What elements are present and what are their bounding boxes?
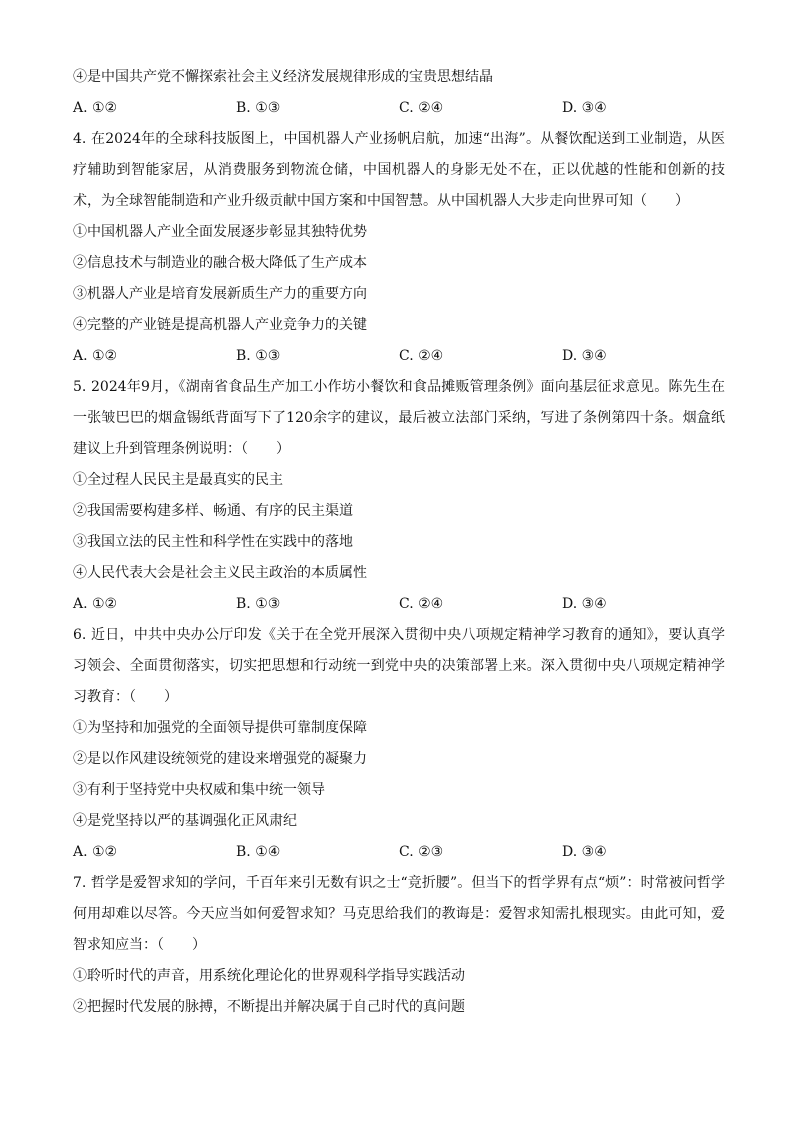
statement: ③机器人产业是培育发展新质生产力的重要方向 (73, 286, 367, 302)
options-row (73, 341, 725, 372)
option-c: C. ②④ (399, 596, 444, 612)
option-d: D. ③④ (562, 100, 607, 116)
option-a: A. ①② (73, 596, 118, 612)
option-a: A. ①② (73, 348, 118, 364)
statement: ①全过程人民民主是最真实的民主 (73, 472, 283, 488)
option-d: D. ③④ (562, 348, 607, 364)
question-4-stem: 4. 在2024年的全球科技版图上，中国机器人产业扬帆启航，加速“出海”。从餐饮配送到工业制造，从医疗辅助到智能家居，从消费服务到物流仓储，中国机器人的身影无处不在，正以优越的性能和创新的技术，为全球智能制造和产业升级贡献中国方案和中国智慧。从中国机器人大步走向世界可知（ ） (73, 131, 725, 209)
option-b: B. ①③ (236, 100, 281, 116)
option-b: B. ①③ (236, 348, 281, 364)
statement: ④是党坚持以严的基调强化正风肃纪 (73, 813, 297, 829)
option-d: D. ③④ (562, 844, 607, 860)
options-row (73, 837, 725, 868)
option-b: B. ①③ (236, 596, 281, 612)
statement: ②信息技术与制造业的融合极大降低了生产成本 (73, 255, 367, 271)
exam-content (73, 62, 725, 1023)
options-row (73, 589, 725, 620)
question-5-stem: 5. 2024年9月，《湖南省食品生产加工小作坊小餐饮和食品摊贩管理条例》面向基层征求意见。陈先生在一张皱巴巴的烟盒锡纸背面写下了120余字的建议，最后被立法部门采纳，写进了条例第四十条。烟盒纸建议上升到管理条例说明：（ ） (73, 379, 725, 457)
question-6-stem: 6. 近日，中共中央办公厅印发《关于在全党开展深入贯彻中央八项规定精神学习教育的通知》，要认真学习领会、全面贯彻落实，切实把思想和行动统一到党中央的决策部署上来。深入贯彻中央八项规定精神学习教育：（ ） (73, 627, 725, 705)
statement: ②我国需要构建多样、畅通、有序的民主渠道 (73, 503, 353, 519)
option-d: D. ③④ (562, 596, 607, 612)
option-b: B. ①④ (236, 844, 281, 860)
statement: ③有利于坚持党中央权威和集中统一领导 (73, 782, 325, 798)
options-row (73, 93, 725, 124)
statement: ②是以作风建设统领党的建设来增强党的凝聚力 (73, 751, 367, 767)
statement: ④人民代表大会是社会主义民主政治的本质属性 (73, 565, 367, 581)
statement: ④完整的产业链是提高机器人产业竞争力的关键 (73, 317, 367, 333)
option-a: A. ①② (73, 844, 118, 860)
question-7-stem: 7. 哲学是爱智求知的学问，千百年来引无数有识之士“竞折腰”。但当下的哲学界有点“烦”：时常被问哲学何用却难以尽答。今天应当如何爱智求知？马克思给我们的教诲是：爱智求知需扎根现实。由此可知，爱智求知应当：（ ） (73, 875, 725, 953)
option-c: C. ②④ (399, 100, 444, 116)
statement: ①为坚持和加强党的全面领导提供可靠制度保障 (73, 720, 367, 736)
statement: ④是中国共产党不懈探索社会主义经济发展规律形成的宝贵思想结晶 (73, 69, 493, 85)
option-c: C. ②③ (399, 844, 444, 860)
statement: ③我国立法的民主性和科学性在实践中的落地 (73, 534, 353, 550)
option-c: C. ②④ (399, 348, 444, 364)
option-a: A. ①② (73, 100, 118, 116)
statement: ①聆听时代的声音，用系统化理论化的世界观科学指导实践活动 (73, 968, 465, 984)
statement: ②把握时代发展的脉搏，不断提出并解决属于自己时代的真问题 (73, 999, 465, 1015)
statement: ①中国机器人产业全面发展逐步彰显其独特优势 (73, 224, 367, 240)
